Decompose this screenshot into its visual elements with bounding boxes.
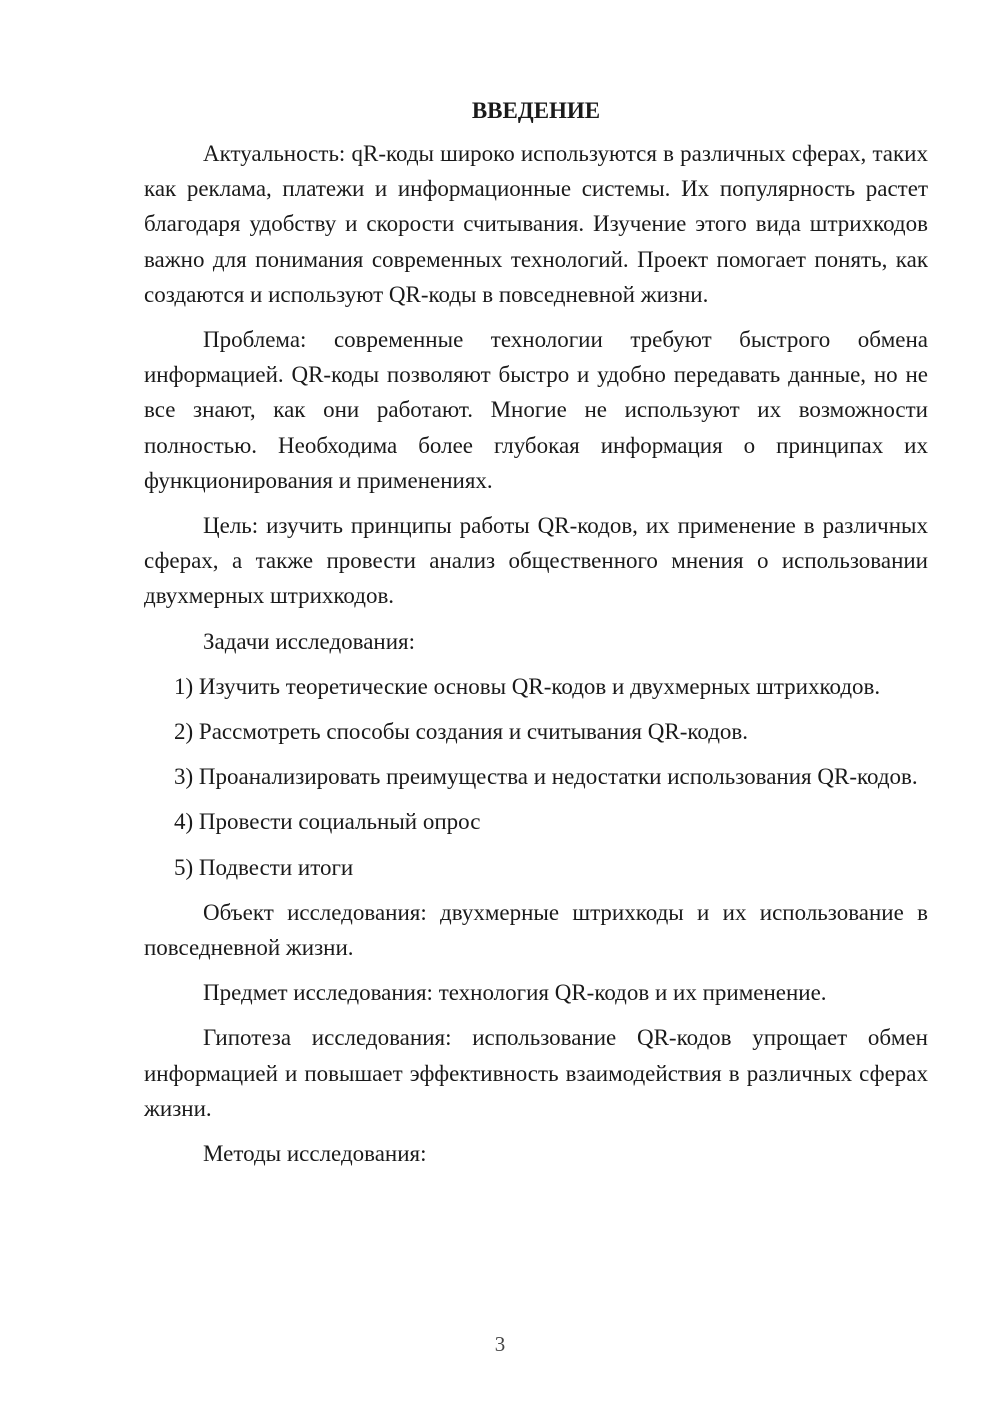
task-item-5: 5) Подвести итоги	[174, 854, 354, 880]
paragraph-tasks-label: Задачи исследования:	[203, 628, 416, 654]
paragraph-hypothesis: Гипотеза исследования: использование QR-кодов упрощает обмен информацией и повышает эффективность взаимодействия в различных сферах жизни.	[144, 1025, 928, 1121]
paragraph-object: Объект исследования: двухмерные штрихкоды и их использование в повседневной жизни.	[144, 899, 928, 961]
page-number: 3	[494, 1332, 506, 1356]
paragraph-goal: Цель: изучить принципы работы QR-кодов, их применение в различных сферах, а также провести анализ общественного мнения о использовании двухмерных штрихкодов.	[144, 513, 928, 609]
task-item-3: 3) Проанализировать преимущества и недостатки использования QR-кодов.	[174, 764, 918, 790]
task-item-2: 2) Рассмотреть способы создания и считывания QR-кодов.	[174, 719, 749, 745]
paragraph-methods: Методы исследования:	[203, 1141, 427, 1167]
section-heading: ВВЕДЕНИЕ	[471, 98, 601, 123]
task-item-4: 4) Провести социальный опрос	[174, 809, 481, 835]
paragraph-problem: Проблема: современные технологии требуют быстрого обмена информацией. QR-коды позволяют быстро и удобно передавать данные, но не все знают, как они работают. Многие не используют их возможности полностью. Необходима более глубокая информация о принципах их функционирования и применениях.	[144, 327, 928, 493]
task-item-1: 1) Изучить теоретические основы QR-кодов и двухмерных штрихкодов.	[174, 673, 881, 699]
paragraph-relevance: Актуальность: qR-коды широко используются в различных сферах, таких как реклама, платежи и информационные системы. Их популярность растет благодаря удобству и скорости считывания. Изучение этого вида штрихкодов важно для понимания современных технологий. Проект помогает понять, как создаются и используют QR-коды в повседневной жизни.	[144, 141, 928, 307]
page-content	[144, 96, 928, 1181]
paragraph-subject: Предмет исследования: технология QR-кодов и их применение.	[203, 980, 827, 1006]
